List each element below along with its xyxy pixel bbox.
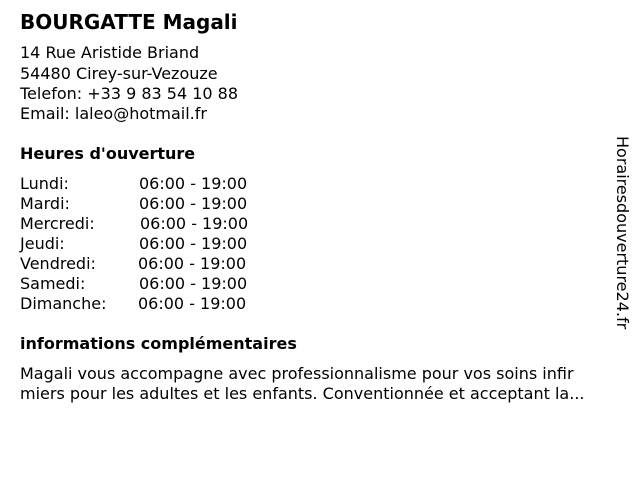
time-range: 06:00 - 19:00 [140,214,249,233]
address-street: 14 Rue Aristide Briand [20,43,200,62]
hours-row-tuesday [20,194,280,214]
hours-row-sunday [20,294,280,314]
time-range: 06:00 - 19:00 [139,234,248,253]
time-range: 06:00 - 19:00 [139,194,248,213]
hours-row-saturday [20,274,280,294]
hours-row-friday [20,254,280,274]
hours-row-monday [20,174,280,194]
day-label: Dimanche: [20,294,107,313]
day-label: Mardi: [20,194,70,213]
day-label: Samedi: [20,274,86,293]
additional-info-heading: informations complémentaires [20,334,297,353]
time-range: 06:00 - 19:00 [138,294,247,313]
day-label: Mercredi: [20,214,95,233]
time-range: 06:00 - 19:00 [139,274,248,293]
description-line-1: Magali vous accompagne avec professionnalisme pour vos soins infir [20,364,574,383]
description-line-2: miers pour les adultes et les enfants. Conventionnée et acceptant la... [20,384,585,403]
hours-row-thursday [20,234,280,254]
phone-number: Telefon: +33 9 83 54 10 88 [20,84,239,103]
opening-hours-heading: Heures d'ouverture [20,144,196,163]
website-watermark: Horairesdouverture24.fr [613,136,632,330]
email-address: Email: laleo@hotmail.fr [20,104,207,123]
time-range: 06:00 - 19:00 [138,254,247,273]
day-label: Jeudi: [20,234,65,253]
hours-row-wednesday [20,214,280,234]
day-label: Lundi: [20,174,69,193]
day-label: Vendredi: [20,254,96,273]
practitioner-name: BOURGATTE Magali [20,10,238,34]
time-range: 06:00 - 19:00 [139,174,248,193]
address-city: 54480 Cirey-sur-Vezouze [20,64,218,83]
